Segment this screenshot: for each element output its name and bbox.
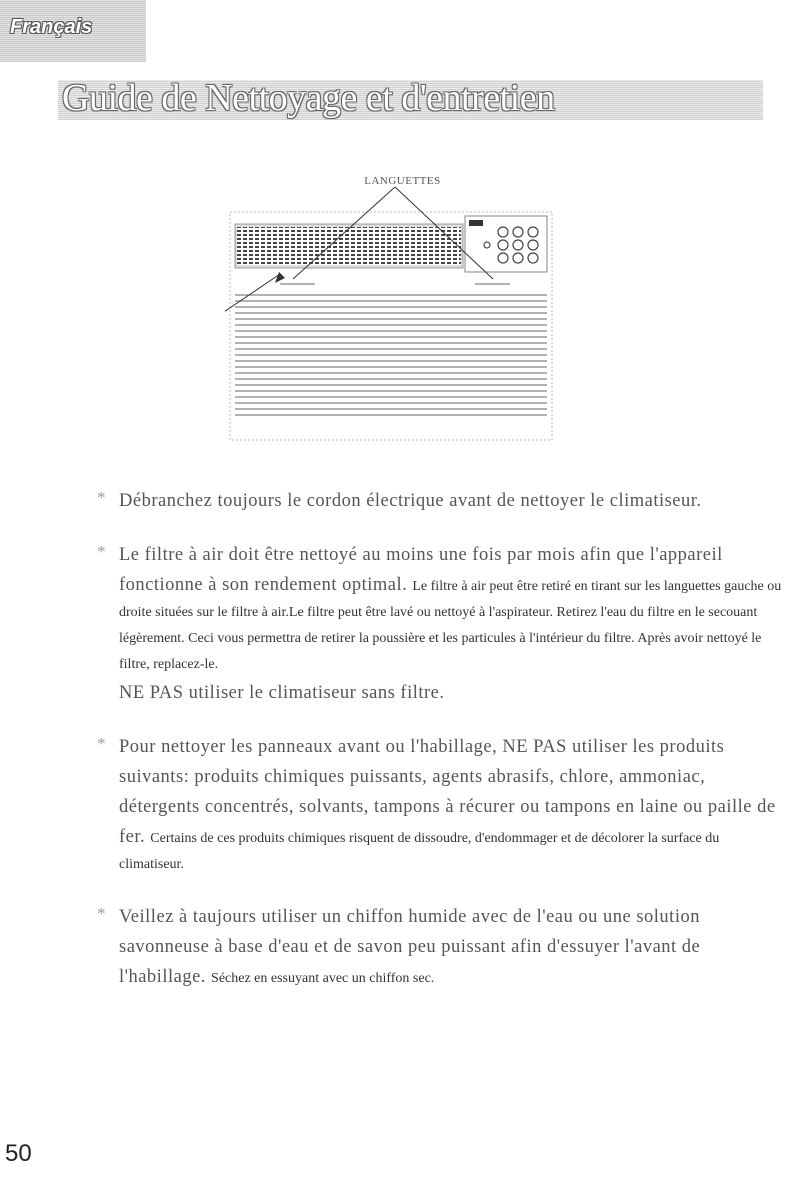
instruction-item [95, 732, 785, 878]
instruction-text [119, 486, 785, 516]
unit-front-panel [230, 212, 552, 440]
page-title-bar [58, 77, 763, 120]
page-number: 50 [5, 1140, 32, 1167]
instruction-item [95, 486, 785, 516]
bullet-asterisk: * [97, 542, 106, 561]
bullet-asterisk: * [97, 904, 106, 923]
label-tabs: LANGUETTES [364, 175, 441, 187]
front-grille-lines [235, 295, 547, 415]
bullet-asterisk: * [97, 488, 106, 507]
page-title: Guide de Nettoyage et d'entretien [62, 77, 555, 119]
bullet-asterisk: * [97, 734, 106, 753]
instruction-text [119, 540, 785, 708]
instruction-text-part: Le filtre à air doit être nettoyé au moins une fois par mois afin que l'appareil fonctionne à son rendement optimal. [119, 545, 723, 595]
instruction-text [119, 732, 785, 878]
instruction-item [95, 902, 785, 992]
instruction-text-part: Débranchez toujours le cordon électrique avant de nettoyer le climatiseur. [119, 491, 702, 511]
instruction-text [119, 902, 785, 992]
instruction-detail-part: Certains de ces produits chimiques risquent de dissoudre, d'endommager et de décolorer la surface du climatiseur. [119, 831, 720, 872]
instruction-detail-part: Le filtre à air peut être retiré en tirant sur les languettes gauche ou droite situées sur le filtre à air.Le filtre peut être lavé ou nettoyé à l'aspirateur. Retirez l'eau du filtre en le secouant légèrement. Ceci vous permettra de retirer la poussière et les particules à l'intérieur du filtre. Après avoir nettoyé le filtre, replacez-le. [119, 579, 782, 672]
instruction-warning-part: NE PAS utiliser le climatiseur sans filtre. [119, 683, 445, 703]
instruction-item [95, 540, 785, 708]
instructions-list [95, 486, 785, 1016]
language-tab [0, 0, 146, 62]
language-label: Français [10, 16, 93, 38]
instruction-text-part: Pour nettoyer les panneaux avant ou l'habillage, NE PAS utiliser les produits suivants: produits chimiques puissants, agents abrasifs, chlore, ammoniac, détergents concentrés, solvants, tampons à récurer ou tampons en laine ou paille de fer. [119, 737, 776, 847]
instruction-text-part: Veillez à taujours utiliser un chiffon humide avec de l'eau ou une solution savonneuse à base d'eau et de savon peu puissant afin d'essuyer l'avant de l'habillage. [119, 907, 701, 987]
air-conditioner-diagram [225, 170, 565, 450]
instruction-detail-part: Séchez en essuyant avec un chiffon sec. [211, 971, 435, 986]
